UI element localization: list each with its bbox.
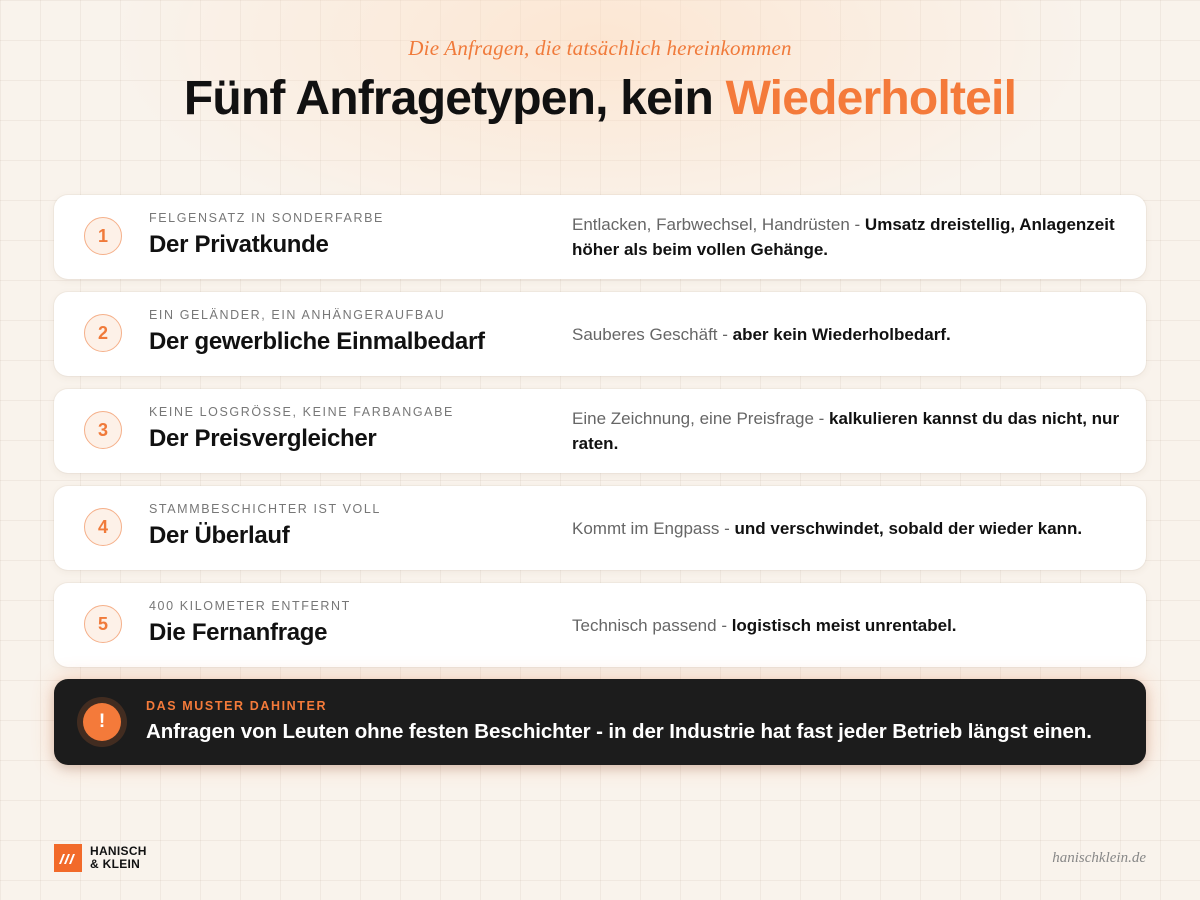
list-item	[54, 389, 1146, 473]
logo-line-1: HANISCH	[90, 844, 147, 858]
footer-url: hanischklein.de	[1052, 850, 1146, 866]
item-name: Der gewerbliche Einmalbedarf	[149, 328, 485, 355]
item-eyebrow: KEINE LOSGRÖSSE, KEINE FARBANGABE	[149, 405, 454, 419]
item-description	[572, 389, 1122, 473]
list-item	[54, 583, 1146, 667]
item-name: Der Privatkunde	[149, 231, 329, 258]
number-badge: 4	[84, 508, 122, 546]
item-eyebrow: STAMMBESCHICHTER IST VOLL	[149, 502, 381, 516]
pattern-callout	[54, 679, 1146, 765]
item-eyebrow: FELGENSATZ IN SONDERFARBE	[149, 211, 384, 225]
desc-bold: Umsatz dreistellig, Anlagenzeit höher als beim vollen Gehänge.	[572, 215, 1115, 259]
list-item	[54, 486, 1146, 570]
logo-text	[90, 845, 147, 871]
brand-logo	[54, 844, 147, 872]
item-eyebrow: 400 KILOMETER ENTFERNT	[149, 599, 351, 613]
item-description	[572, 195, 1122, 279]
desc-bold: aber kein Wiederholbedarf.	[732, 324, 951, 344]
callout-label: DAS MUSTER DAHINTER	[146, 699, 328, 713]
desc-plain: Sauberes Geschäft -	[572, 324, 733, 344]
title-main: Fünf Anfragetypen, kein	[183, 72, 726, 125]
logo-line-2: & KLEIN	[90, 857, 141, 871]
desc-plain: Eine Zeichnung, eine Preisfrage -	[572, 409, 830, 428]
desc-plain: Kommt im Engpass -	[572, 518, 735, 538]
item-name: Die Fernanfrage	[149, 619, 328, 646]
kicker: Die Anfragen, die tatsächlich hereinkommen	[408, 36, 792, 60]
item-description	[572, 486, 1122, 570]
number-badge: 1	[84, 217, 122, 255]
desc-bold: logistisch meist unrentabel.	[731, 615, 957, 635]
item-eyebrow: EIN GELÄNDER, EIN ANHÄNGERAUFBAU	[149, 308, 446, 322]
number-badge: 2	[84, 314, 122, 352]
item-description	[572, 292, 1122, 376]
desc-plain: Entlacken, Farbwechsel, Handrüsten -	[572, 215, 865, 234]
page-title	[0, 71, 1200, 126]
desc-bold: kalkulieren kannst du das nicht, nur raten.	[572, 409, 1120, 453]
request-type-list	[54, 195, 1146, 680]
callout-text: Anfragen von Leuten ohne festen Beschichter - in der Industrie hat fast jeder Betrieb längst einen.	[146, 720, 1092, 743]
desc-bold: und verschwindet, sobald der wieder kann.	[734, 518, 1083, 538]
title-accent: Wiederholteil	[725, 72, 1017, 125]
item-description	[572, 583, 1122, 667]
number-badge: 3	[84, 411, 122, 449]
desc-plain: Technisch passend -	[572, 615, 732, 635]
header	[0, 36, 1200, 126]
exclamation-icon: !	[83, 703, 121, 741]
number-badge: 5	[84, 605, 122, 643]
list-item	[54, 195, 1146, 279]
item-name: Der Preisvergleicher	[149, 425, 377, 452]
list-item	[54, 292, 1146, 376]
logo-mark-icon	[54, 844, 82, 872]
item-name: Der Überlauf	[149, 522, 290, 549]
